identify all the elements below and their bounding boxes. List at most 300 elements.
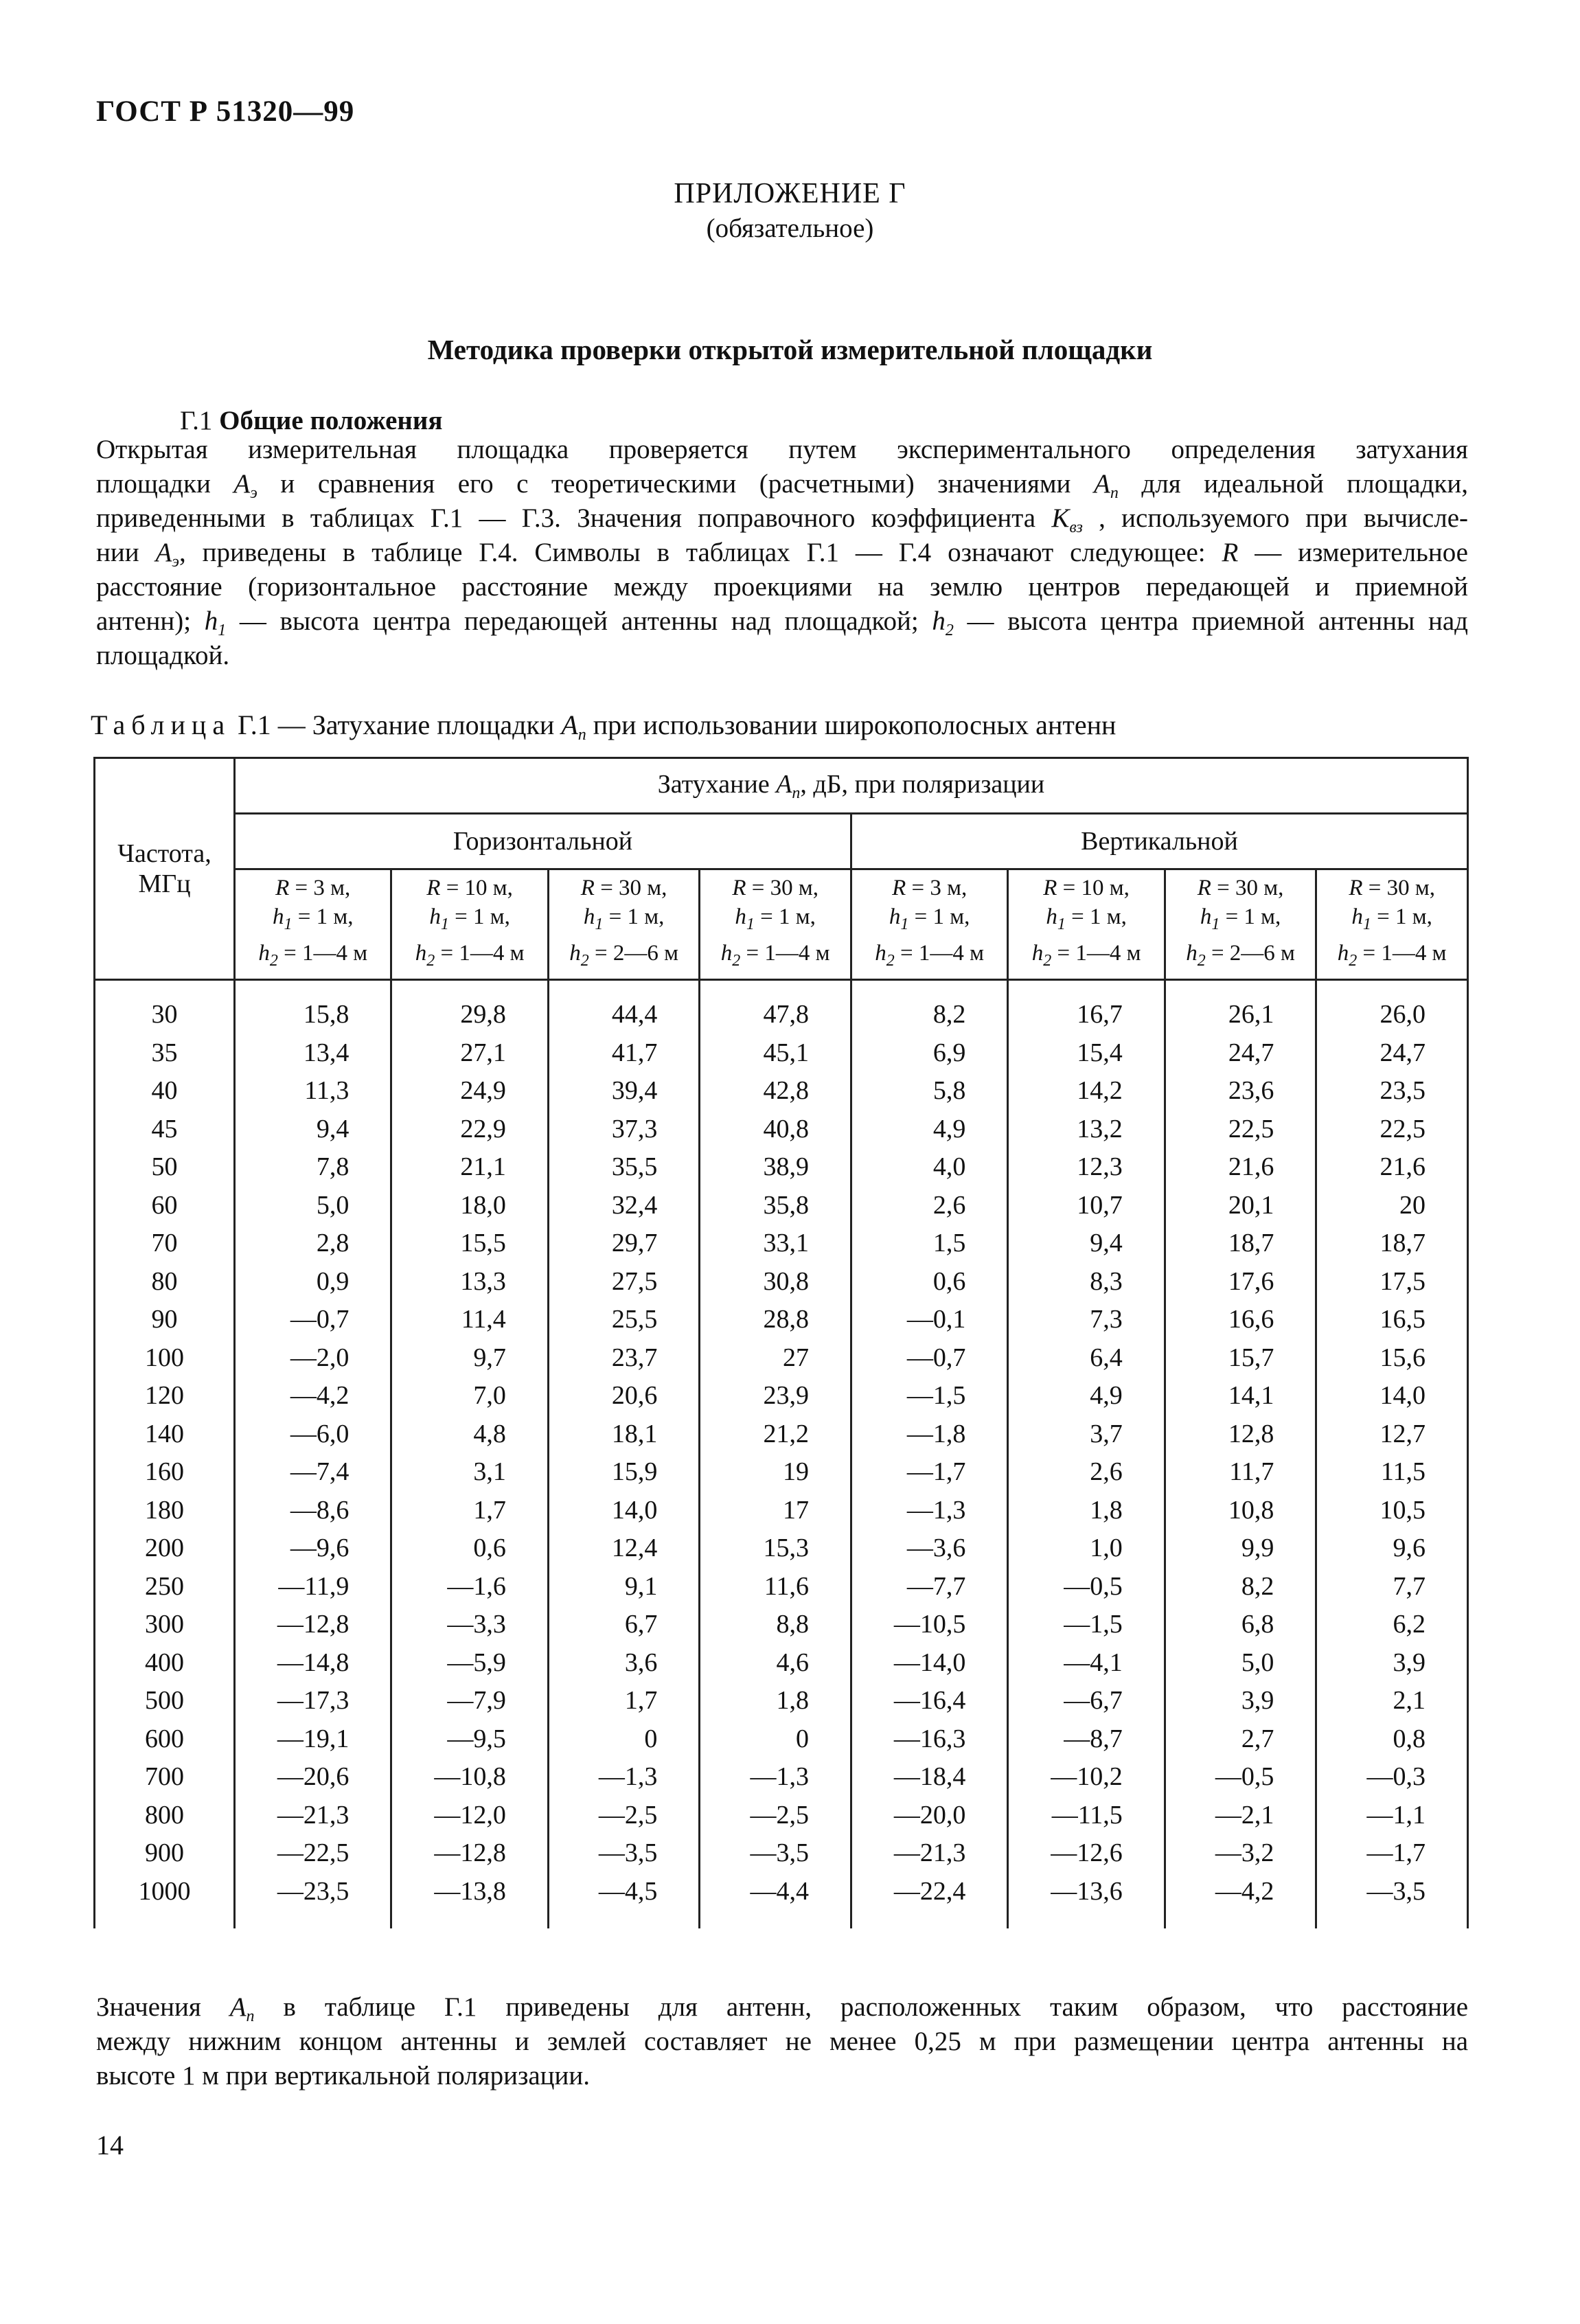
footer-line: высоте 1 м при вертикальной поляризации. [96, 2061, 591, 2091]
frequency-cell: 300 [95, 1606, 235, 1644]
column-header-line: $h_2$ = 1—4 м [720, 941, 830, 970]
attenuation-cell: —23,5 [235, 1873, 391, 1929]
frequency-cell: 800 [95, 1797, 235, 1835]
attenuation-cell: —4,2 [235, 1377, 391, 1415]
attenuation-cell: —20,6 [235, 1758, 391, 1797]
column-header-line: $h_2$ = 2—6 м [1186, 941, 1295, 970]
attenuation-cell: 2,6 [851, 1187, 1007, 1225]
attenuation-cell: 12,8 [1165, 1415, 1316, 1454]
frequency-cell: 40 [95, 1072, 235, 1110]
table-row [95, 1568, 1468, 1606]
column-header-3 [548, 869, 700, 980]
attenuation-cell: 1,5 [851, 1224, 1007, 1263]
attenuation-cell: 20,6 [548, 1377, 700, 1415]
table-caption-label: Таблица [91, 709, 231, 740]
attenuation-cell: 11,7 [1165, 1453, 1316, 1492]
attenuation-cell: 10,8 [1165, 1492, 1316, 1530]
column-header-6 [1008, 869, 1165, 980]
document-header: ГОСТ Р 51320—99 [96, 95, 355, 128]
attenuation-cell: 14,0 [548, 1492, 700, 1530]
column-header-7 [1165, 869, 1316, 980]
attenuation-cell: 21,6 [1165, 1148, 1316, 1187]
attenuation-cell: —0,3 [1316, 1758, 1468, 1797]
column-header-line: $h_1 = 1$ м, [1351, 904, 1432, 933]
attenuation-cell: 13,4 [235, 1034, 391, 1073]
math-symbol: $A_п$ [229, 1992, 255, 2025]
column-header-4 [700, 869, 851, 980]
attenuation-cell: —14,8 [235, 1644, 391, 1683]
attenuation-cell: 11,5 [1316, 1453, 1468, 1492]
frequency-cell: 80 [95, 1263, 235, 1301]
attenuation-cell: —0,1 [851, 1301, 1007, 1339]
attenuation-cell: 0,6 [851, 1263, 1007, 1301]
column-header-line: R = 3 м, [892, 876, 968, 900]
attenuation-cell: 0,8 [1316, 1720, 1468, 1759]
attenuation-cell: —1,7 [851, 1453, 1007, 1492]
attenuation-cell: 13,3 [391, 1263, 548, 1301]
attenuation-cell: —3,5 [548, 1834, 700, 1873]
attenuation-cell: 11,4 [391, 1301, 548, 1339]
attenuation-cell: 8,2 [851, 980, 1007, 1034]
column-header-line: $h_2$ = 2—6 м [569, 941, 678, 970]
attenuation-cell: 41,7 [548, 1034, 700, 1073]
attenuation-cell: 12,3 [1008, 1148, 1165, 1187]
method-title: Методика проверки открытой измерительной площадки [427, 334, 1153, 365]
column-header-line: $h_1 = 1$ м, [1200, 904, 1281, 933]
attenuation-cell: 8,8 [700, 1606, 851, 1644]
attenuation-cell: —4,4 [700, 1873, 851, 1929]
attenuation-cell: 15,5 [391, 1224, 548, 1263]
attenuation-cell: 6,4 [1008, 1339, 1165, 1378]
attenuation-cell: 23,5 [1316, 1072, 1468, 1110]
attenuation-cell: —1,1 [1316, 1797, 1468, 1835]
table-row [95, 1606, 1468, 1644]
attenuation-cell: 10,5 [1316, 1492, 1468, 1530]
intro-line: антенн); $h_1$ — высота центра передающей антенны над площадкой; $h_2$ — высота центра приемной антенны над [96, 606, 1468, 639]
attenuation-cell: —4,5 [548, 1873, 700, 1929]
attenuation-cell: —1,8 [851, 1415, 1007, 1454]
math-symbol: $A_э$ [233, 469, 257, 502]
attenuation-cell: 2,6 [1008, 1453, 1165, 1492]
attenuation-cell: 17,5 [1316, 1263, 1468, 1301]
table-row [95, 1224, 1468, 1263]
attenuation-cell: —18,4 [851, 1758, 1007, 1797]
attenuation-cell: —4,1 [1008, 1644, 1165, 1683]
column-header-line: $h_1 = 1$ м, [583, 904, 665, 933]
attenuation-cell: 42,8 [700, 1072, 851, 1110]
attenuation-cell: 4,8 [391, 1415, 548, 1454]
table-row [95, 1834, 1468, 1873]
attenuation-cell: —8,6 [235, 1492, 391, 1530]
math-symbol: $K_{вз}$ [1051, 503, 1083, 536]
column-header-1 [235, 869, 391, 980]
attenuation-cell: 5,0 [1165, 1644, 1316, 1683]
column-header-line: R = 30 м, [1197, 876, 1284, 900]
attenuation-cell: 12,7 [1316, 1415, 1468, 1454]
frequency-cell: 200 [95, 1529, 235, 1568]
table-row [95, 980, 1468, 1034]
attenuation-cell: 2,1 [1316, 1682, 1468, 1720]
attenuation-cell: 4,0 [851, 1148, 1007, 1187]
attenuation-cell: —1,3 [700, 1758, 851, 1797]
attenuation-cell: —14,0 [851, 1644, 1007, 1683]
frequency-cell: 90 [95, 1301, 235, 1339]
table-caption-text: Г.1 — Затухание площадки $A_п$ при использовании широкополосных антенн [231, 709, 1117, 744]
attenuation-cell: 6,2 [1316, 1606, 1468, 1644]
attenuation-cell: —0,7 [851, 1339, 1007, 1378]
attenuation-cell: —10,2 [1008, 1758, 1165, 1797]
attenuation-cell: 13,2 [1008, 1110, 1165, 1149]
attenuation-cell: 9,1 [548, 1568, 700, 1606]
attenuation-cell: 33,1 [700, 1224, 851, 1263]
math-symbol: $A_п$ [776, 769, 801, 802]
frequency-cell: 100 [95, 1339, 235, 1378]
attenuation-cell: 11,6 [700, 1568, 851, 1606]
attenuation-cell: —12,6 [1008, 1834, 1165, 1873]
column-header-line: $h_2$ = 1—4 м [258, 941, 368, 970]
frequency-cell: 45 [95, 1110, 235, 1149]
attenuation-cell: —12,8 [235, 1606, 391, 1644]
attenuation-cell: 22,5 [1316, 1110, 1468, 1149]
attenuation-cell: 14,2 [1008, 1072, 1165, 1110]
attenuation-cell: —11,5 [1008, 1797, 1165, 1835]
attenuation-cell: 1,8 [700, 1682, 851, 1720]
appendix-title: ПРИЛОЖЕНИЕ Г [674, 178, 906, 209]
attenuation-cell: 19 [700, 1453, 851, 1492]
attenuation-cell: 18,0 [391, 1187, 548, 1225]
attenuation-cell: 2,7 [1165, 1720, 1316, 1759]
attenuation-cell: 22,5 [1165, 1110, 1316, 1149]
attenuation-cell: 0 [700, 1720, 851, 1759]
frequency-cell: 400 [95, 1644, 235, 1683]
attenuation-cell: 45,1 [700, 1034, 851, 1073]
attenuation-cell: 3,6 [548, 1644, 700, 1683]
footer-line: Значения $A_п$ в таблице Г.1 приведены для антенн, расположенных таким образом, что расстояние [96, 1992, 1469, 2025]
table-row [95, 1339, 1468, 1378]
attenuation-cell: 32,4 [548, 1187, 700, 1225]
attenuation-cell: —7,9 [391, 1682, 548, 1720]
attenuation-cell: 18,7 [1165, 1224, 1316, 1263]
table-caption [91, 709, 1116, 744]
attenuation-cell: 6,7 [548, 1606, 700, 1644]
column-header-line: $h_2$ = 1—4 м [875, 941, 985, 970]
table-row [95, 1301, 1468, 1339]
attenuation-cell: —20,0 [851, 1797, 1007, 1835]
frequency-cell: 140 [95, 1415, 235, 1454]
attenuation-cell: —5,9 [391, 1644, 548, 1683]
column-header-5 [851, 869, 1007, 980]
attenuation-cell: 5,8 [851, 1072, 1007, 1110]
frequency-cell: 50 [95, 1148, 235, 1187]
attenuation-cell: 10,7 [1008, 1187, 1165, 1225]
page-number: 14 [96, 2130, 124, 2161]
table-row [95, 1682, 1468, 1720]
frequency-header [95, 758, 235, 980]
attenuation-cell: —0,5 [1165, 1758, 1316, 1797]
column-header-line: R = 30 м, [580, 876, 667, 900]
table-row [95, 1034, 1468, 1073]
column-header-line: $h_2$ = 1—4 м [1031, 941, 1141, 970]
intro-line: площадки $A_э$ и сравнения его с теоретическими (расчетными) значениями $A_п$ для идеальной площадки, [96, 469, 1468, 502]
attenuation-cell: 15,4 [1008, 1034, 1165, 1073]
column-header-line: $h_1 = 1$ м, [429, 904, 510, 933]
table-row [95, 1758, 1468, 1797]
attenuation-cell: 1,8 [1008, 1492, 1165, 1530]
attenuation-cell: 7,7 [1316, 1568, 1468, 1606]
attenuation-cell: 6,8 [1165, 1606, 1316, 1644]
frequency-header-line2: МГц [138, 869, 191, 898]
frequency-cell: 250 [95, 1568, 235, 1606]
column-header-line: $h_2$ = 1—4 м [1337, 941, 1447, 970]
attenuation-cell: 0 [548, 1720, 700, 1759]
frequency-cell: 180 [95, 1492, 235, 1530]
attenuation-cell: 23,7 [548, 1339, 700, 1378]
attenuation-cell: 7,0 [391, 1377, 548, 1415]
attenuation-cell: —19,1 [235, 1720, 391, 1759]
attenuation-cell: 29,7 [548, 1224, 700, 1263]
attenuation-cell: 21,2 [700, 1415, 851, 1454]
attenuation-cell: —4,2 [1165, 1873, 1316, 1929]
column-header-line: R = 30 м, [1349, 876, 1436, 900]
footer-note [96, 1990, 1468, 2093]
attenuation-cell: 17,6 [1165, 1263, 1316, 1301]
math-symbol: $A_п$ [561, 709, 586, 744]
attenuation-cell: —16,4 [851, 1682, 1007, 1720]
attenuation-cell: 18,1 [548, 1415, 700, 1454]
attenuation-cell: 12,4 [548, 1529, 700, 1568]
attenuation-cell: 24,7 [1165, 1034, 1316, 1073]
column-header-line: $h_1 = 1$ м, [889, 904, 970, 933]
attenuation-cell: 17 [700, 1492, 851, 1530]
attenuation-cell: 11,3 [235, 1072, 391, 1110]
attenuation-cell: 21,1 [391, 1148, 548, 1187]
attenuation-cell: 5,0 [235, 1187, 391, 1225]
attenuation-cell: —10,5 [851, 1606, 1007, 1644]
frequency-cell: 60 [95, 1187, 235, 1225]
attenuation-cell: 35,8 [700, 1187, 851, 1225]
attenuation-cell: —12,0 [391, 1797, 548, 1835]
attenuation-cell: —21,3 [851, 1834, 1007, 1873]
attenuation-cell: 1,0 [1008, 1529, 1165, 1568]
attenuation-cell: 9,7 [391, 1339, 548, 1378]
attenuation-cell: —2,0 [235, 1339, 391, 1378]
attenuation-cell: 18,7 [1316, 1224, 1468, 1263]
intro-line: приведенными в таблицах Г.1 — Г.3. Значения поправочного коэффициента $K_{вз}$ , используемого при вычисле- [96, 503, 1468, 536]
attenuation-cell: 38,9 [700, 1148, 851, 1187]
attenuation-cell: 16,6 [1165, 1301, 1316, 1339]
attenuation-cell: —11,9 [235, 1568, 391, 1606]
attenuation-cell: 24,7 [1316, 1034, 1468, 1073]
attenuation-cell: 26,1 [1165, 980, 1316, 1034]
frequency-cell: 700 [95, 1758, 235, 1797]
attenuation-cell: 26,0 [1316, 980, 1468, 1034]
attenuation-cell: 40,8 [700, 1110, 851, 1149]
attenuation-cell: 24,9 [391, 1072, 548, 1110]
section-title: Общие положения [219, 406, 443, 435]
column-header-line: R = 30 м, [732, 876, 819, 900]
attenuation-cell: 3,9 [1165, 1682, 1316, 1720]
attenuation-cell: 16,7 [1008, 980, 1165, 1034]
attenuation-cell: —1,6 [391, 1568, 548, 1606]
attenuation-cell: —2,1 [1165, 1797, 1316, 1835]
column-header-8 [1316, 869, 1468, 980]
attenuation-cell: 14,0 [1316, 1377, 1468, 1415]
attenuation-cell: 22,9 [391, 1110, 548, 1149]
frequency-header-line1: Частота, [117, 839, 211, 868]
attenuation-cell: —3,3 [391, 1606, 548, 1644]
attenuation-cell: 9,6 [1316, 1529, 1468, 1568]
attenuation-cell: 1,7 [548, 1682, 700, 1720]
attenuation-cell: 27,5 [548, 1263, 700, 1301]
frequency-cell: 600 [95, 1720, 235, 1759]
attenuation-cell: 37,3 [548, 1110, 700, 1149]
table-row [95, 1148, 1468, 1187]
column-header-line: $h_1 = 1$ м, [272, 904, 354, 933]
attenuation-cell: 3,9 [1316, 1644, 1468, 1683]
attenuation-cell: 8,2 [1165, 1568, 1316, 1606]
table-row [95, 1110, 1468, 1149]
vertical-polarization-header: Вертикальной [851, 814, 1467, 869]
attenuation-cell: —9,6 [235, 1529, 391, 1568]
table-row [95, 1873, 1468, 1929]
frequency-cell: 900 [95, 1834, 235, 1873]
attenuation-cell: 29,8 [391, 980, 548, 1034]
attenuation-cell: 15,6 [1316, 1339, 1468, 1378]
attenuation-cell: 39,4 [548, 1072, 700, 1110]
attenuation-cell: —10,8 [391, 1758, 548, 1797]
attenuation-cell: —9,5 [391, 1720, 548, 1759]
attenuation-cell: 2,8 [235, 1224, 391, 1263]
attenuation-cell: —6,7 [1008, 1682, 1165, 1720]
attenuation-cell: 9,9 [1165, 1529, 1316, 1568]
column-header-line: $h_2$ = 1—4 м [415, 941, 525, 970]
intro-line: расстояние (горизонтальное расстояние между проекциями на землю центров передающей и приемной [96, 572, 1468, 602]
attenuation-cell: —0,5 [1008, 1568, 1165, 1606]
attenuation-cell: 20,1 [1165, 1187, 1316, 1225]
attenuation-cell: 0,9 [235, 1263, 391, 1301]
column-header-2 [391, 869, 548, 980]
intro-line: площадкой. [96, 641, 230, 670]
column-header-line: R = 3 м, [275, 876, 351, 900]
table-row [95, 1453, 1468, 1492]
attenuation-cell: —2,5 [548, 1797, 700, 1835]
attenuation-cell: —22,5 [235, 1834, 391, 1873]
frequency-cell: 500 [95, 1682, 235, 1720]
attenuation-cell: —16,3 [851, 1720, 1007, 1759]
attenuation-cell: —3,6 [851, 1529, 1007, 1568]
attenuation-cell: 28,8 [700, 1301, 851, 1339]
frequency-cell: 160 [95, 1453, 235, 1492]
attenuation-cell: —8,7 [1008, 1720, 1165, 1759]
attenuation-cell: 16,5 [1316, 1301, 1468, 1339]
intro-paragraph [96, 433, 1468, 673]
attenuation-cell: 44,4 [548, 980, 700, 1034]
section-heading [180, 405, 442, 436]
attenuation-cell: 6,9 [851, 1034, 1007, 1073]
frequency-cell: 1000 [95, 1873, 235, 1929]
math-symbol: $A_п$ [1094, 469, 1119, 502]
attenuation-cell: —13,6 [1008, 1873, 1165, 1929]
table-row [95, 1187, 1468, 1225]
table-row [95, 1415, 1468, 1454]
math-symbol: R [1222, 538, 1239, 567]
table-row [95, 1263, 1468, 1301]
attenuation-cell: —22,4 [851, 1873, 1007, 1929]
attenuation-cell: —1,5 [1008, 1606, 1165, 1644]
frequency-cell: 35 [95, 1034, 235, 1073]
attenuation-cell: —7,4 [235, 1453, 391, 1492]
table-row [95, 1797, 1468, 1835]
attenuation-cell: —6,0 [235, 1415, 391, 1454]
attenuation-cell: 9,4 [1008, 1224, 1165, 1263]
attenuation-cell: —0,7 [235, 1301, 391, 1339]
attenuation-cell: —3,5 [1316, 1873, 1468, 1929]
attenuation-cell: 15,3 [700, 1529, 851, 1568]
math-symbol: $A_э$ [155, 538, 179, 571]
column-header-line: $h_1 = 1$ м, [1046, 904, 1127, 933]
attenuation-table [93, 757, 1469, 1928]
attenuation-cell: —1,3 [548, 1758, 700, 1797]
attenuation-cell: 8,3 [1008, 1263, 1165, 1301]
attenuation-cell: 7,3 [1008, 1301, 1165, 1339]
attenuation-cell: —1,5 [851, 1377, 1007, 1415]
attenuation-cell: —1,3 [851, 1492, 1007, 1530]
attenuation-cell: —3,5 [700, 1834, 851, 1873]
attenuation-cell: 27 [700, 1339, 851, 1378]
table-row [95, 1720, 1468, 1759]
intro-line: нии $A_э$, приведены в таблице Г.4. Символы в таблицах Г.1 — Г.4 означают следующее: R — измерительное [96, 538, 1468, 571]
horizontal-polarization-header: Горизонтальной [235, 814, 851, 869]
appendix-subtitle: (обязательное) [706, 214, 874, 243]
math-symbol: $h_1$ [204, 606, 227, 639]
attenuation-cell: 30,8 [700, 1263, 851, 1301]
attenuation-cell: 20 [1316, 1187, 1468, 1225]
attenuation-cell: 25,5 [548, 1301, 700, 1339]
attenuation-header: Затухание $A_п$, дБ, при поляризации [235, 758, 1468, 814]
attenuation-cell: 35,5 [548, 1148, 700, 1187]
column-header-line: R = 10 м, [1043, 876, 1130, 900]
attenuation-table-container [93, 757, 1469, 1960]
attenuation-cell: 14,1 [1165, 1377, 1316, 1415]
attenuation-cell: —1,7 [1316, 1834, 1468, 1873]
table-row [95, 1492, 1468, 1530]
table-row [95, 1529, 1468, 1568]
math-symbol: $h_2$ [932, 606, 954, 639]
attenuation-cell: —12,8 [391, 1834, 548, 1873]
attenuation-cell: 27,1 [391, 1034, 548, 1073]
attenuation-cell: 15,9 [548, 1453, 700, 1492]
attenuation-cell: 4,9 [1008, 1377, 1165, 1415]
frequency-cell: 70 [95, 1224, 235, 1263]
attenuation-cell: 9,4 [235, 1110, 391, 1149]
attenuation-cell: —7,7 [851, 1568, 1007, 1606]
attenuation-cell: 21,6 [1316, 1148, 1468, 1187]
attenuation-cell: —2,5 [700, 1797, 851, 1835]
column-header-line: $h_1 = 1$ м, [735, 904, 816, 933]
attenuation-cell: —13,8 [391, 1873, 548, 1929]
attenuation-cell: —21,3 [235, 1797, 391, 1835]
table-row [95, 1644, 1468, 1683]
attenuation-cell: 1,7 [391, 1492, 548, 1530]
attenuation-cell: 4,6 [700, 1644, 851, 1683]
attenuation-cell: —3,2 [1165, 1834, 1316, 1873]
attenuation-cell: 23,6 [1165, 1072, 1316, 1110]
column-header-line: R = 10 м, [426, 876, 513, 900]
attenuation-cell: 23,9 [700, 1377, 851, 1415]
attenuation-cell: 7,8 [235, 1148, 391, 1187]
table-row [95, 1072, 1468, 1110]
frequency-cell: 30 [95, 980, 235, 1034]
